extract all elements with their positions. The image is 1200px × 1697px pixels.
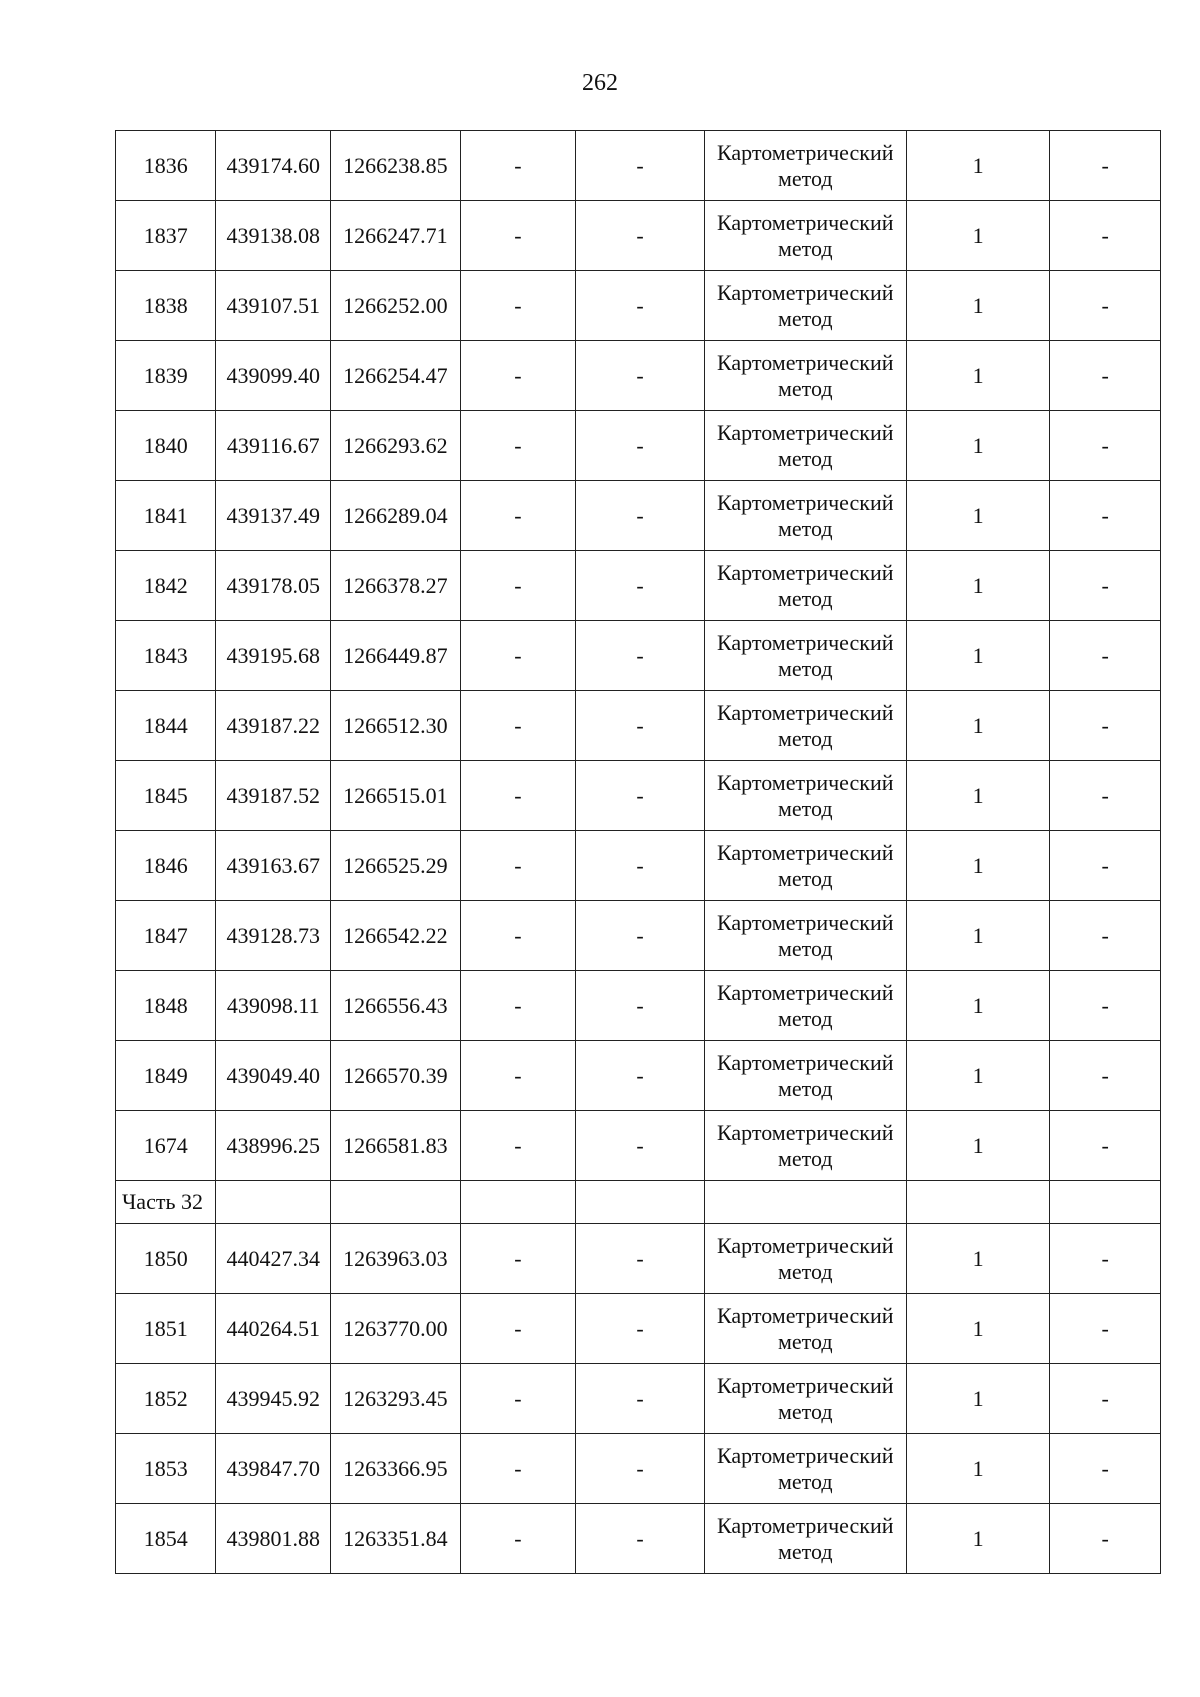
method-line-1: Картометрический bbox=[717, 1512, 894, 1538]
y-coordinate-cell: 1263366.95 bbox=[331, 1434, 461, 1504]
method-cell bbox=[704, 1111, 906, 1181]
page-number: 262 bbox=[582, 70, 618, 96]
column-8-cell: - bbox=[1050, 1434, 1161, 1504]
method-line-1: Картометрический bbox=[717, 1372, 894, 1398]
x-coordinate-cell: 439163.67 bbox=[216, 831, 331, 901]
column-8-cell: - bbox=[1050, 271, 1161, 341]
table-row bbox=[116, 551, 1161, 621]
method-cell bbox=[704, 691, 906, 761]
part-label: Часть 32 bbox=[116, 1181, 216, 1224]
method-line-2: метод bbox=[777, 935, 833, 961]
x-coordinate-cell: 440264.51 bbox=[216, 1294, 331, 1364]
point-number-cell: 1837 bbox=[116, 201, 216, 271]
y-coordinate-cell: 1266542.22 bbox=[331, 901, 461, 971]
accuracy-cell: 1 bbox=[906, 131, 1050, 201]
x-coordinate-cell: 439174.60 bbox=[216, 131, 331, 201]
method-cell bbox=[704, 271, 906, 341]
accuracy-cell: 1 bbox=[906, 1111, 1050, 1181]
table-row bbox=[116, 1224, 1161, 1294]
column-4-cell: - bbox=[460, 201, 576, 271]
y-coordinate-cell: 1266556.43 bbox=[331, 971, 461, 1041]
point-number-cell: 1845 bbox=[116, 761, 216, 831]
table-row bbox=[116, 1364, 1161, 1434]
column-5-cell: - bbox=[576, 271, 705, 341]
method-line-1: Картометрический bbox=[717, 909, 894, 935]
method-cell bbox=[704, 901, 906, 971]
column-4-cell: - bbox=[460, 1434, 576, 1504]
table-row bbox=[116, 691, 1161, 761]
y-coordinate-cell: 1263963.03 bbox=[331, 1224, 461, 1294]
table-body-part-header bbox=[116, 1181, 1161, 1224]
y-coordinate-cell: 1266525.29 bbox=[331, 831, 461, 901]
y-coordinate-cell: 1266515.01 bbox=[331, 761, 461, 831]
method-cell bbox=[704, 1294, 906, 1364]
method-cell bbox=[704, 131, 906, 201]
column-4-cell: - bbox=[460, 761, 576, 831]
method-cell bbox=[704, 971, 906, 1041]
point-number-cell: 1836 bbox=[116, 131, 216, 201]
point-number-cell: 1850 bbox=[116, 1224, 216, 1294]
method-line-2: метод bbox=[777, 445, 833, 471]
column-8-cell: - bbox=[1050, 1364, 1161, 1434]
method-cell bbox=[704, 831, 906, 901]
method-line-1: Картометрический bbox=[717, 769, 894, 795]
accuracy-cell: 1 bbox=[906, 411, 1050, 481]
table-cell bbox=[906, 1181, 1050, 1224]
method-line-2: метод bbox=[777, 165, 833, 191]
x-coordinate-cell: 439137.49 bbox=[216, 481, 331, 551]
method-cell bbox=[704, 761, 906, 831]
accuracy-cell: 1 bbox=[906, 271, 1050, 341]
x-coordinate-cell: 439099.40 bbox=[216, 341, 331, 411]
column-4-cell: - bbox=[460, 1364, 576, 1434]
method-cell bbox=[704, 1041, 906, 1111]
method-line-1: Картометрический bbox=[717, 349, 894, 375]
point-number-cell: 1842 bbox=[116, 551, 216, 621]
column-5-cell: - bbox=[576, 1041, 705, 1111]
y-coordinate-cell: 1266512.30 bbox=[331, 691, 461, 761]
y-coordinate-cell: 1266254.47 bbox=[331, 341, 461, 411]
accuracy-cell: 1 bbox=[906, 621, 1050, 691]
accuracy-cell: 1 bbox=[906, 691, 1050, 761]
table-row bbox=[116, 1041, 1161, 1111]
column-5-cell: - bbox=[576, 411, 705, 481]
point-number-cell: 1849 bbox=[116, 1041, 216, 1111]
table-body-part-a bbox=[116, 131, 1161, 1181]
point-number-cell: 1839 bbox=[116, 341, 216, 411]
method-line-2: метод bbox=[777, 1328, 833, 1354]
method-line-1: Картометрический bbox=[717, 979, 894, 1005]
x-coordinate-cell: 439801.88 bbox=[216, 1504, 331, 1574]
column-5-cell: - bbox=[576, 1434, 705, 1504]
x-coordinate-cell: 439049.40 bbox=[216, 1041, 331, 1111]
column-4-cell: - bbox=[460, 341, 576, 411]
column-5-cell: - bbox=[576, 481, 705, 551]
column-5-cell: - bbox=[576, 761, 705, 831]
column-5-cell: - bbox=[576, 831, 705, 901]
accuracy-cell: 1 bbox=[906, 1364, 1050, 1434]
x-coordinate-cell: 439128.73 bbox=[216, 901, 331, 971]
y-coordinate-cell: 1266293.62 bbox=[331, 411, 461, 481]
x-coordinate-cell: 439138.08 bbox=[216, 201, 331, 271]
method-cell bbox=[704, 1504, 906, 1574]
method-line-2: метод bbox=[777, 305, 833, 331]
column-4-cell: - bbox=[460, 831, 576, 901]
x-coordinate-cell: 439107.51 bbox=[216, 271, 331, 341]
accuracy-cell: 1 bbox=[906, 201, 1050, 271]
x-coordinate-cell: 439847.70 bbox=[216, 1434, 331, 1504]
column-4-cell: - bbox=[460, 411, 576, 481]
method-line-2: метод bbox=[777, 1468, 833, 1494]
table-row bbox=[116, 1504, 1161, 1574]
method-line-1: Картометрический bbox=[717, 139, 894, 165]
column-5-cell: - bbox=[576, 691, 705, 761]
accuracy-cell: 1 bbox=[906, 341, 1050, 411]
x-coordinate-cell: 439098.11 bbox=[216, 971, 331, 1041]
table-row bbox=[116, 971, 1161, 1041]
point-number-cell: 1844 bbox=[116, 691, 216, 761]
table-row bbox=[116, 831, 1161, 901]
method-cell bbox=[704, 1364, 906, 1434]
method-line-1: Картометрический bbox=[717, 839, 894, 865]
column-4-cell: - bbox=[460, 1294, 576, 1364]
point-number-cell: 1838 bbox=[116, 271, 216, 341]
column-5-cell: - bbox=[576, 621, 705, 691]
column-8-cell: - bbox=[1050, 341, 1161, 411]
method-cell bbox=[704, 1224, 906, 1294]
accuracy-cell: 1 bbox=[906, 1504, 1050, 1574]
column-8-cell: - bbox=[1050, 971, 1161, 1041]
column-4-cell: - bbox=[460, 131, 576, 201]
column-4-cell: - bbox=[460, 551, 576, 621]
column-5-cell: - bbox=[576, 1294, 705, 1364]
column-5-cell: - bbox=[576, 201, 705, 271]
method-line-1: Картометрический bbox=[717, 1232, 894, 1258]
accuracy-cell: 1 bbox=[906, 551, 1050, 621]
accuracy-cell: 1 bbox=[906, 901, 1050, 971]
method-line-1: Картометрический bbox=[717, 279, 894, 305]
y-coordinate-cell: 1266581.83 bbox=[331, 1111, 461, 1181]
point-number-cell: 1843 bbox=[116, 621, 216, 691]
column-5-cell: - bbox=[576, 1111, 705, 1181]
method-line-2: метод bbox=[777, 1538, 833, 1564]
y-coordinate-cell: 1266252.00 bbox=[331, 271, 461, 341]
column-8-cell: - bbox=[1050, 1504, 1161, 1574]
method-line-2: метод bbox=[777, 1145, 833, 1171]
method-line-1: Картометрический bbox=[717, 1119, 894, 1145]
part-header-row bbox=[116, 1181, 1161, 1224]
table-row bbox=[116, 131, 1161, 201]
accuracy-cell: 1 bbox=[906, 481, 1050, 551]
column-8-cell: - bbox=[1050, 1111, 1161, 1181]
column-8-cell: - bbox=[1050, 1294, 1161, 1364]
method-line-1: Картометрический bbox=[717, 1302, 894, 1328]
table-body-part-32 bbox=[116, 1224, 1161, 1574]
method-line-1: Картометрический bbox=[717, 1049, 894, 1075]
column-5-cell: - bbox=[576, 1364, 705, 1434]
y-coordinate-cell: 1266378.27 bbox=[331, 551, 461, 621]
table-row bbox=[116, 901, 1161, 971]
table-row bbox=[116, 1294, 1161, 1364]
point-number-cell: 1848 bbox=[116, 971, 216, 1041]
column-8-cell: - bbox=[1050, 411, 1161, 481]
method-cell bbox=[704, 201, 906, 271]
method-line-1: Картометрический bbox=[717, 209, 894, 235]
table-row bbox=[116, 271, 1161, 341]
table-row bbox=[116, 621, 1161, 691]
column-4-cell: - bbox=[460, 481, 576, 551]
y-coordinate-cell: 1266449.87 bbox=[331, 621, 461, 691]
column-4-cell: - bbox=[460, 271, 576, 341]
point-number-cell: 1852 bbox=[116, 1364, 216, 1434]
column-4-cell: - bbox=[460, 1504, 576, 1574]
y-coordinate-cell: 1263770.00 bbox=[331, 1294, 461, 1364]
method-cell bbox=[704, 481, 906, 551]
column-5-cell: - bbox=[576, 131, 705, 201]
y-coordinate-cell: 1266238.85 bbox=[331, 131, 461, 201]
column-5-cell: - bbox=[576, 341, 705, 411]
method-cell bbox=[704, 551, 906, 621]
column-8-cell: - bbox=[1050, 481, 1161, 551]
table-row bbox=[116, 341, 1161, 411]
method-line-2: метод bbox=[777, 1398, 833, 1424]
y-coordinate-cell: 1266247.71 bbox=[331, 201, 461, 271]
table-cell bbox=[216, 1181, 331, 1224]
table-cell bbox=[1050, 1181, 1161, 1224]
accuracy-cell: 1 bbox=[906, 831, 1050, 901]
column-8-cell: - bbox=[1050, 621, 1161, 691]
method-line-2: метод bbox=[777, 515, 833, 541]
method-line-2: метод bbox=[777, 375, 833, 401]
column-5-cell: - bbox=[576, 901, 705, 971]
table-row bbox=[116, 481, 1161, 551]
column-8-cell: - bbox=[1050, 901, 1161, 971]
method-line-2: метод bbox=[777, 1075, 833, 1101]
table-row bbox=[116, 1111, 1161, 1181]
method-line-1: Картометрический bbox=[717, 559, 894, 585]
column-4-cell: - bbox=[460, 901, 576, 971]
method-cell bbox=[704, 1434, 906, 1504]
column-8-cell: - bbox=[1050, 551, 1161, 621]
method-line-2: метод bbox=[777, 1258, 833, 1284]
column-5-cell: - bbox=[576, 1224, 705, 1294]
column-8-cell: - bbox=[1050, 1224, 1161, 1294]
point-number-cell: 1841 bbox=[116, 481, 216, 551]
x-coordinate-cell: 439187.52 bbox=[216, 761, 331, 831]
method-line-2: метод bbox=[777, 795, 833, 821]
point-number-cell: 1847 bbox=[116, 901, 216, 971]
x-coordinate-cell: 439116.67 bbox=[216, 411, 331, 481]
column-8-cell: - bbox=[1050, 1041, 1161, 1111]
coordinates-table bbox=[115, 130, 1161, 1574]
accuracy-cell: 1 bbox=[906, 971, 1050, 1041]
method-line-2: метод bbox=[777, 235, 833, 261]
column-4-cell: - bbox=[460, 1041, 576, 1111]
method-line-2: метод bbox=[777, 1005, 833, 1031]
method-line-1: Картометрический bbox=[717, 699, 894, 725]
column-8-cell: - bbox=[1050, 691, 1161, 761]
method-line-2: метод bbox=[777, 725, 833, 751]
y-coordinate-cell: 1266289.04 bbox=[331, 481, 461, 551]
method-cell bbox=[704, 621, 906, 691]
column-4-cell: - bbox=[460, 1111, 576, 1181]
column-8-cell: - bbox=[1050, 131, 1161, 201]
point-number-cell: 1840 bbox=[116, 411, 216, 481]
point-number-cell: 1674 bbox=[116, 1111, 216, 1181]
method-cell bbox=[704, 341, 906, 411]
method-line-2: метод bbox=[777, 865, 833, 891]
column-8-cell: - bbox=[1050, 201, 1161, 271]
table-row bbox=[116, 201, 1161, 271]
method-line-2: метод bbox=[777, 585, 833, 611]
method-line-1: Картометрический bbox=[717, 1442, 894, 1468]
point-number-cell: 1853 bbox=[116, 1434, 216, 1504]
y-coordinate-cell: 1266570.39 bbox=[331, 1041, 461, 1111]
method-line-2: метод bbox=[777, 655, 833, 681]
table-cell bbox=[331, 1181, 461, 1224]
method-cell bbox=[704, 411, 906, 481]
y-coordinate-cell: 1263293.45 bbox=[331, 1364, 461, 1434]
point-number-cell: 1851 bbox=[116, 1294, 216, 1364]
column-8-cell: - bbox=[1050, 761, 1161, 831]
x-coordinate-cell: 439945.92 bbox=[216, 1364, 331, 1434]
accuracy-cell: 1 bbox=[906, 1434, 1050, 1504]
x-coordinate-cell: 439195.68 bbox=[216, 621, 331, 691]
table-cell bbox=[460, 1181, 576, 1224]
column-4-cell: - bbox=[460, 621, 576, 691]
table-row bbox=[116, 411, 1161, 481]
table-cell bbox=[704, 1181, 906, 1224]
column-8-cell: - bbox=[1050, 831, 1161, 901]
point-number-cell: 1846 bbox=[116, 831, 216, 901]
table-cell bbox=[576, 1181, 705, 1224]
column-5-cell: - bbox=[576, 1504, 705, 1574]
accuracy-cell: 1 bbox=[906, 1294, 1050, 1364]
x-coordinate-cell: 438996.25 bbox=[216, 1111, 331, 1181]
column-4-cell: - bbox=[460, 1224, 576, 1294]
accuracy-cell: 1 bbox=[906, 1041, 1050, 1111]
method-line-1: Картометрический bbox=[717, 489, 894, 515]
y-coordinate-cell: 1263351.84 bbox=[331, 1504, 461, 1574]
accuracy-cell: 1 bbox=[906, 761, 1050, 831]
x-coordinate-cell: 439178.05 bbox=[216, 551, 331, 621]
method-line-1: Картометрический bbox=[717, 629, 894, 655]
point-number-cell: 1854 bbox=[116, 1504, 216, 1574]
column-4-cell: - bbox=[460, 691, 576, 761]
method-line-1: Картометрический bbox=[717, 419, 894, 445]
table-row bbox=[116, 1434, 1161, 1504]
column-4-cell: - bbox=[460, 971, 576, 1041]
column-5-cell: - bbox=[576, 551, 705, 621]
x-coordinate-cell: 440427.34 bbox=[216, 1224, 331, 1294]
x-coordinate-cell: 439187.22 bbox=[216, 691, 331, 761]
table-row bbox=[116, 761, 1161, 831]
column-5-cell: - bbox=[576, 971, 705, 1041]
accuracy-cell: 1 bbox=[906, 1224, 1050, 1294]
